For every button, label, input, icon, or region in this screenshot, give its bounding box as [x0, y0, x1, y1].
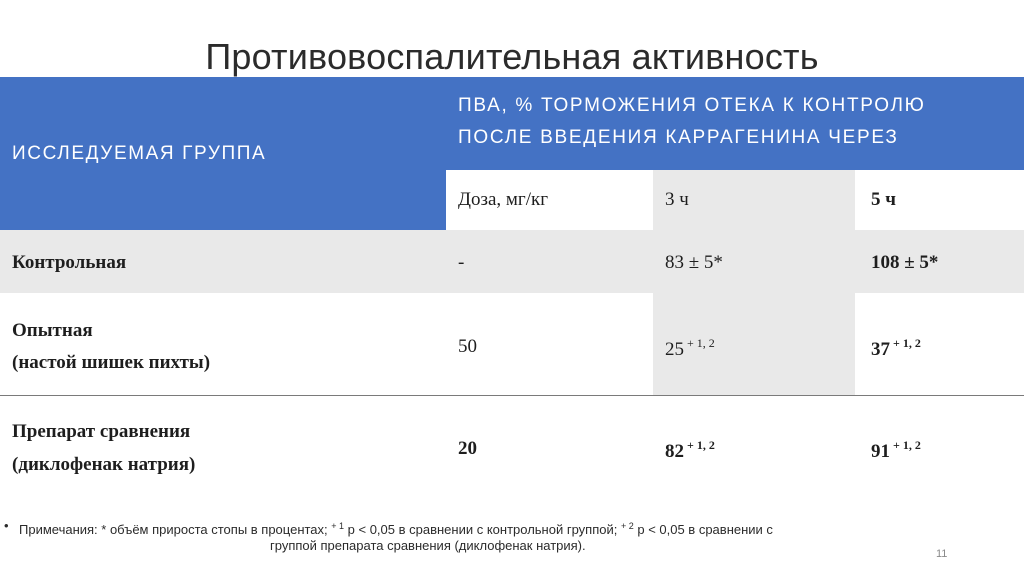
row-reference-5h: [871, 438, 921, 463]
row-control-group: Контрольная: [12, 252, 127, 273]
row-experimental-3h-value: 25: [665, 339, 684, 360]
subheader-5h: 5 ч: [871, 189, 896, 210]
row-experimental-5h: [871, 336, 921, 361]
row-experimental-dose: 50: [458, 336, 477, 357]
page-number: 11: [936, 548, 948, 560]
row-experimental-group-line1: Опытная: [12, 320, 93, 341]
footnote-part-c: р < 0,05 в сравнении с: [633, 522, 773, 537]
row-reference-3h-significance: + 1, 2: [687, 438, 715, 452]
footnote-sup2: + 2: [620, 521, 634, 531]
row-experimental-5h-significance: + 1, 2: [893, 336, 921, 350]
header-pva-label: [458, 90, 1018, 154]
footnote-part-a: Примечания: * объём прироста стопы в процентах;: [19, 522, 332, 537]
slide-title: Противовоспалительная активность: [205, 36, 819, 77]
row-reference-group-line2: (диклофенак натрия): [12, 454, 196, 475]
row-reference-3h: [665, 438, 715, 463]
row-control-3h: 83 ± 5*: [665, 252, 723, 273]
row-reference-3h-value: 82: [665, 441, 684, 462]
row-experimental-3h-significance: + 1, 2: [687, 336, 715, 350]
row-reference-5h-significance: + 1, 2: [893, 438, 921, 452]
row-reference-group-line1: Препарат сравнения: [12, 421, 191, 442]
footnote-bullet: •: [4, 518, 9, 533]
row-reference-5h-value: 91: [871, 441, 890, 462]
row-control-dose: -: [458, 252, 465, 273]
header-pva-line2: ПОСЛЕ ВВЕДЕНИЯ КАРРАГЕНИНА ЧЕРЕЗ: [458, 127, 899, 148]
footnote-sup1: + 1: [331, 521, 345, 531]
row-experimental-group-line2: (настой шишек пихты): [12, 352, 211, 373]
row-reference-dose: 20: [458, 438, 477, 459]
footnote-line2: группой препарата сравнения (диклофенак натрия).: [270, 538, 586, 553]
subheader-dose: Доза, мг/кг: [458, 189, 549, 210]
footnote-part-b: р < 0,05 в сравнении с контрольной группой;: [344, 522, 621, 537]
row-divider: [0, 395, 1024, 396]
header-group-label: ИССЛЕДУЕМАЯ ГРУППА: [12, 143, 267, 164]
row-experimental-3h: [665, 336, 715, 361]
row-experimental-5h-value: 37: [871, 339, 890, 360]
header-pva-line1: ПВА, % ТОРМОЖЕНИЯ ОТЕКА К КОНТРОЛЮ: [458, 95, 926, 116]
subheader-3h: 3 ч: [665, 189, 689, 210]
row-control-5h: 108 ± 5*: [871, 252, 939, 273]
